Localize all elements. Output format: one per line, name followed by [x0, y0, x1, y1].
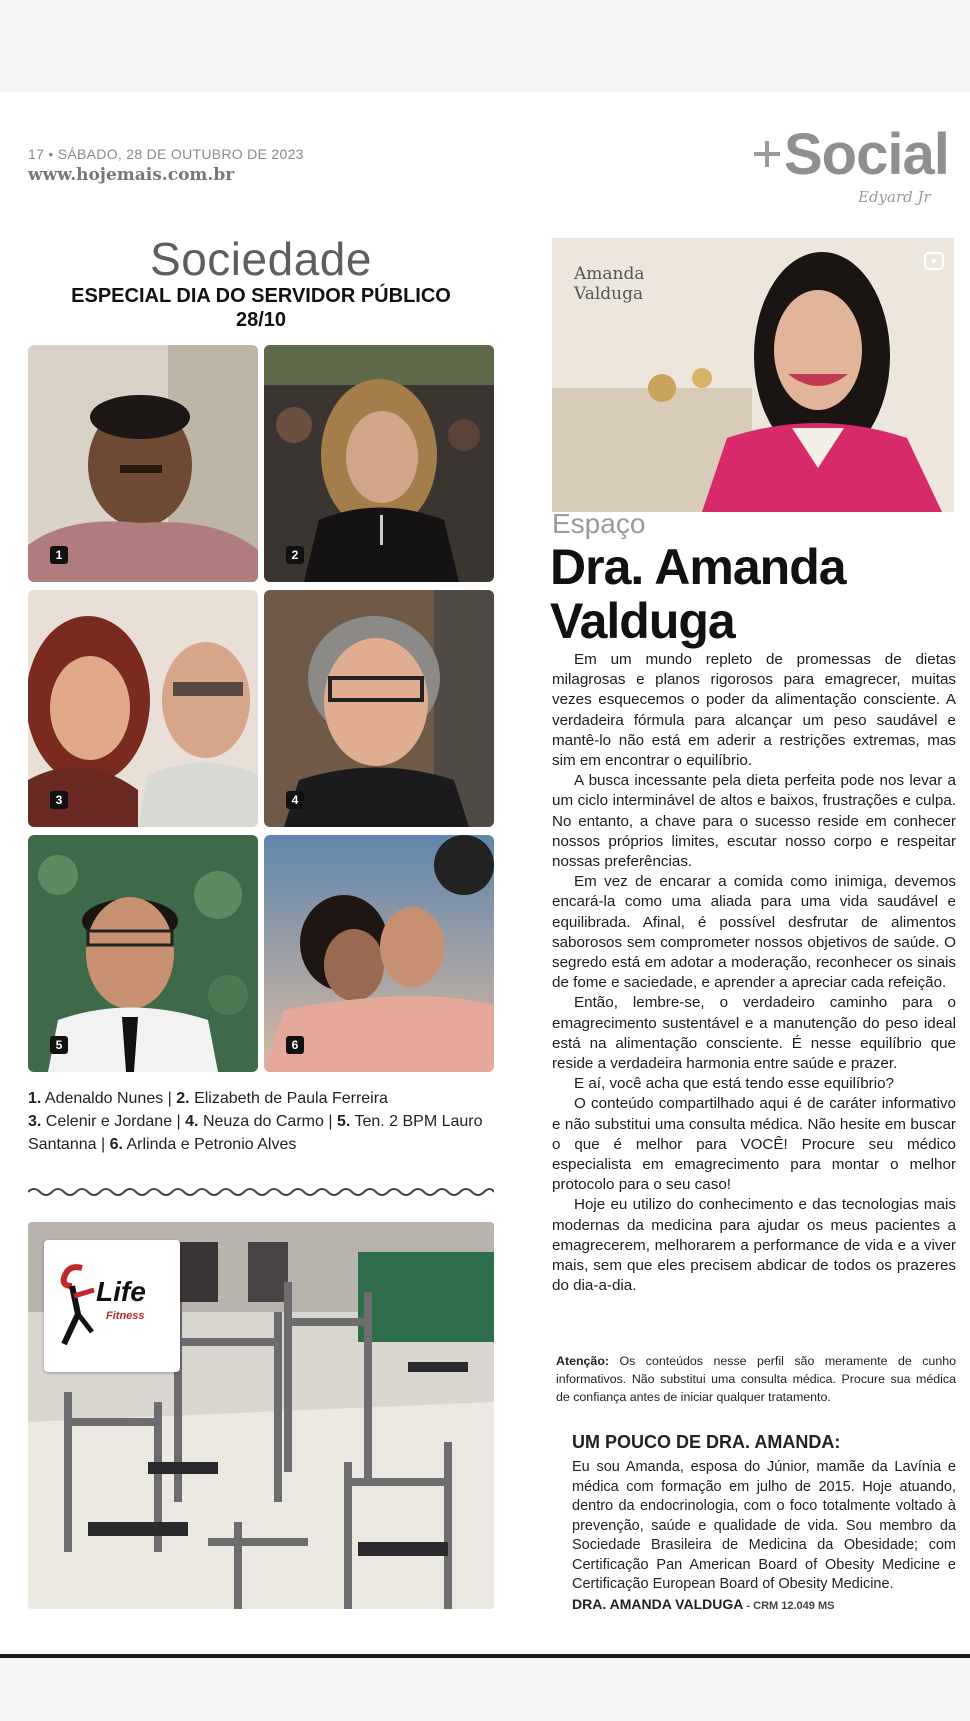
photo-number-badge: 3 — [50, 791, 68, 809]
photo-1 — [28, 345, 258, 582]
caption-name: Ten. 2 BPM Lauro Santanna | — [28, 1113, 483, 1153]
bio-heading: UM POUCO DE DRA. AMANDA: — [572, 1432, 841, 1452]
caption-name: Elizabeth de Paula Ferreira — [194, 1090, 388, 1107]
subtitle-line: ESPECIAL DIA DO SERVIDOR PÚBLICO — [71, 285, 451, 307]
photo-captions — [28, 1087, 498, 1156]
caption-number: 2. — [176, 1090, 190, 1107]
caption-name: Arlinda e Petronio Alves — [126, 1136, 297, 1153]
gym-logo-subtitle: Fitness — [106, 1310, 145, 1322]
page-bottom-rule — [0, 1654, 970, 1658]
photo-2 — [264, 345, 494, 582]
column-author-photo — [552, 238, 954, 512]
column-title-line: Dra. Amanda — [550, 539, 846, 595]
caption-number: 3. — [28, 1113, 42, 1130]
section-title: Sociedade — [150, 233, 372, 285]
article-paragraph: E aí, você acha que está tendo esse equilíbrio? — [574, 1075, 894, 1093]
site-url: www.hojemais.com.br — [28, 165, 235, 185]
section-brand: Social — [784, 122, 949, 187]
brand-signature: Edyard Jr — [858, 188, 931, 206]
photo-4 — [264, 590, 494, 827]
photo-3 — [28, 590, 258, 827]
caption-name: Adenaldo Nunes | — [44, 1090, 177, 1107]
section-subtitle — [28, 284, 494, 332]
page-date-line: 17 • SÁBADO, 28 DE OUTUBRO DE 2023 — [28, 146, 304, 162]
caption-name: Celenir e Jordane | — [45, 1113, 186, 1130]
attention-note — [556, 1352, 956, 1406]
video-name-overlay — [574, 264, 645, 304]
photo-number-badge: 5 — [50, 1036, 68, 1054]
article-paragraph: O conteúdo compartilhado aqui é de caráter informativo e não substitui uma consulta médica. Não hesite em buscar o que é melhor para VOCÊ! Procure seu médico especialista em emagrecimento para montar o melhor protocolo para o seu caso! — [552, 1095, 956, 1194]
photo-number-badge: 6 — [286, 1036, 304, 1054]
video-name-line: Valduga — [574, 284, 644, 304]
plus-icon — [752, 134, 782, 174]
gym-logo-card — [44, 1240, 180, 1372]
photo-number-badge: 2 — [286, 546, 304, 564]
wavy-divider — [28, 1185, 494, 1199]
author-signature — [572, 1596, 834, 1612]
article-paragraph: Então, lembre-se, o verdadeiro caminho para o emagrecimento sustentável e a manutenção do peso ideal está na alimentação consciente. É nesse equilíbrio que reside a verdadeira harmonia entre saúde e prazer. — [552, 994, 956, 1073]
signature-crm: - CRM 12.049 MS — [743, 1600, 835, 1612]
video-name-line: Amanda — [574, 264, 645, 284]
column-title — [550, 540, 960, 648]
caption-number: 6. — [109, 1136, 123, 1153]
article-paragraph: Hoje eu utilizo do conhecimento e das tecnologias mais modernas da medicina para ajudar os meus pacientes a emagrecerem, melhorarem a performance de vida e a viver mais, sem que eles precisem abdicar de todos os prazeres do dia-a-dia. — [552, 1196, 956, 1295]
column-label: Espaço — [552, 508, 646, 539]
caption-number: 1. — [28, 1090, 42, 1107]
signature-name: DRA. AMANDA VALDUGA — [572, 1596, 744, 1612]
article-paragraph: Em vez de encarar a comida como inimiga, devemos encará-la como uma aliada para uma vida saudável e equilibrada. Afinal, é possível desfrutar de alimentos saborosos sem comprometer nossos objetivos de saúde. O segredo está em adotar a moderação, reconhecer os sinais de fome e saciedade, e aprender a apreciar cada refeição. — [552, 873, 956, 992]
caption-number: 4. — [185, 1113, 199, 1130]
caption-number: 5. — [336, 1113, 351, 1130]
runner-logo-icon — [54, 1262, 98, 1352]
reels-icon — [924, 252, 944, 270]
column-title-line: Valduga — [550, 593, 735, 649]
subtitle-date: 28/10 — [235, 309, 287, 331]
photo-5 — [28, 835, 258, 1072]
gym-logo-name: Life — [96, 1276, 146, 1307]
photo-number-badge: 1 — [50, 546, 68, 564]
article-paragraph: A busca incessante pela dieta perfeita pode nos levar a um ciclo interminável de altos e baixos, frustrações e culpa. No entanto, a chave para o sucesso reside em conhecer nossos próprios limites, escutar nosso corpo e respeitar nossas preferências. — [552, 772, 956, 871]
photo-number-badge: 4 — [286, 791, 304, 809]
article-paragraph: Em um mundo repleto de promessas de dietas milagrosas e planos rigorosos para emagrecer, muitas vezes esquecemos o poder da alimentação consciente. A verdadeira fórmula para alcançar um peso saudável e mantê-lo não está em aderir a restrições extremas, mas sim em encontrar o equilíbrio. — [552, 651, 956, 770]
attention-label: Atenção: — [556, 1354, 610, 1368]
caption-name: Neuza do Carmo | — [202, 1113, 337, 1130]
attention-text: Os conteúdos nesse perfil são meramente de cunho informativos. Não substitui uma consulta médica. Procure sua médica de confiança antes de iniciar qualquer tratamento. — [556, 1354, 956, 1404]
column-article — [552, 650, 956, 1297]
photo-6 — [264, 835, 494, 1072]
bio-text: Eu sou Amanda, esposa do Júnior, mamãe da Lavínia e médica com formação em julho de 2015. Hoje atuando, dentro da endocrinologia, com o foco totalmente voltado à prevenção, saúde e qualidade de vida. Sou membro da Sociedade Brasileira de Medicina da Obesidade; com Certificação Pan American Board of Obesity Medicine e Certificação European Board of Obesity Medicine. — [572, 1459, 956, 1592]
